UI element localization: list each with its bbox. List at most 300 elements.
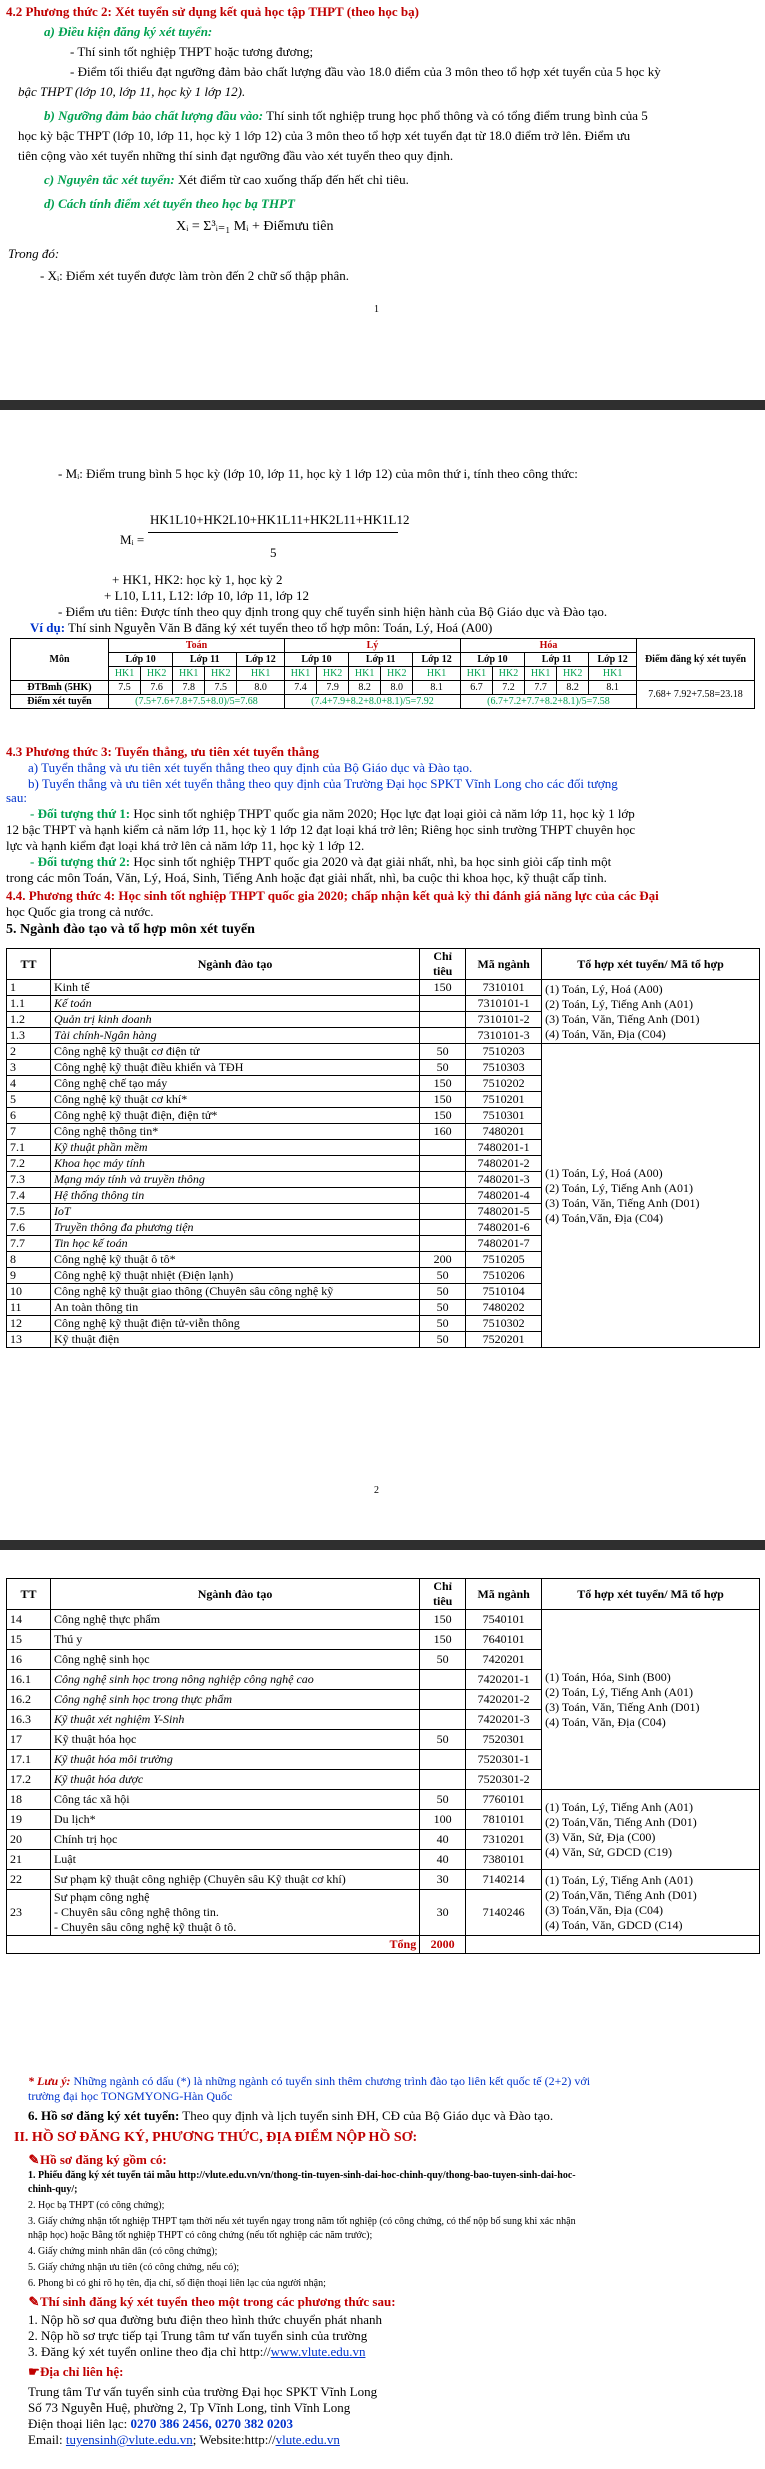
cell-ma: 7510205 bbox=[466, 1252, 542, 1268]
cell-tt: 20 bbox=[7, 1830, 51, 1850]
cell-ct bbox=[420, 1236, 466, 1252]
total-label: Tổng bbox=[7, 1936, 420, 1954]
ex-total: 7.68+ 7.92+7.58=23.18 bbox=[637, 681, 755, 709]
cell-name: Hệ thống thông tin bbox=[50, 1188, 419, 1204]
col-tohop: Tổ hợp xét tuyển/ Mã tổ hợp bbox=[542, 1579, 760, 1610]
ex-hk: HK1 bbox=[173, 667, 205, 681]
ex-lop11: Lớp 11 bbox=[173, 653, 237, 667]
cell-name: Chính trị học bbox=[50, 1830, 419, 1850]
xi-explanation: - Xᵢ: Điểm xét tuyển được làm tròn đến 2 chữ số thập phân. bbox=[40, 268, 350, 283]
cell-ma: 7480201-1 bbox=[466, 1140, 542, 1156]
combination-item: (1) Toán, Lý, Tiếng Anh (A01) bbox=[545, 1799, 694, 1814]
cell-tt: 16.3 bbox=[7, 1710, 51, 1730]
score-formula: Xᵢ = Σ³ᵢ₌₁ Mᵢ + Điểmưu tiên bbox=[176, 219, 334, 234]
cell-tt: 15 bbox=[7, 1630, 51, 1650]
method3-a: a) Tuyển thẳng và ưu tiên xét tuyển thẳng theo quy định của Bộ Giáo dục và Đào tạo. bbox=[28, 760, 473, 775]
cell-tt: 7.3 bbox=[7, 1172, 51, 1188]
cell-name: Công nghệ chế tạo máy bbox=[50, 1076, 419, 1092]
cell-name: Khoa học máy tính bbox=[50, 1156, 419, 1172]
cell-ct: 50 bbox=[420, 1790, 466, 1810]
cell-tt: 23 bbox=[7, 1890, 51, 1936]
ex-score: 7.4 bbox=[284, 681, 316, 695]
cell-name: Công nghệ sinh học trong nông nghiệp công nghệ cao bbox=[50, 1670, 419, 1690]
cell-ma: 7420201-2 bbox=[466, 1690, 542, 1710]
ex-score: 7.5 bbox=[205, 681, 237, 695]
cell-name2: - Chuyên sâu công nghệ thông tin. bbox=[53, 1905, 219, 1919]
cell-ct: 150 bbox=[420, 1610, 466, 1630]
combination-item: (2) Toán,Văn, Tiếng Anh (D01) bbox=[545, 1814, 697, 1829]
online-register-link[interactable]: www.vlute.edu.vn bbox=[270, 2344, 366, 2359]
document-page-1 bbox=[0, 0, 765, 400]
cell-tt: 8 bbox=[7, 1252, 51, 1268]
cell-ma: 7140246 bbox=[466, 1890, 542, 1936]
object2-line1: - Đối tượng thứ 2: Học sinh tốt nghiệp THPT quốc gia 2020 và đạt giải nhất, nhì, ba học sinh giỏi cấp tỉnh một bbox=[30, 854, 612, 869]
cell-name: Thú y bbox=[50, 1630, 419, 1650]
method2-heading: 4.2 Phương thức 2: Xét tuyển sử dụng kết quả học tập THPT (theo học bạ) bbox=[6, 4, 419, 19]
cell-name: Kỹ thuật hóa môi trường bbox=[50, 1750, 419, 1770]
col-manganh: Mã ngành bbox=[466, 949, 542, 980]
document-page-2 bbox=[0, 410, 765, 1540]
hoso-item-2: 2. Học bạ THPT (có công chứng); bbox=[28, 2200, 165, 2211]
cell-tt: 13 bbox=[7, 1332, 51, 1348]
object1-line1: - Đối tượng thứ 1: Học sinh tốt nghiệp THPT quốc gia năm 2020; Học lực đạt loại giỏi cả năm lớp 11, học kỳ 1 lớp bbox=[30, 806, 635, 821]
cell-name: Công nghệ thực phẩm bbox=[50, 1610, 419, 1630]
cell-ma: 7510303 bbox=[466, 1060, 542, 1076]
cell-ct: 40 bbox=[420, 1850, 466, 1870]
cell-tt: 19 bbox=[7, 1810, 51, 1830]
cell-ct: 150 bbox=[420, 980, 466, 996]
hoso-heading: ✎Hồ sơ đăng ký gồm có: bbox=[28, 2152, 167, 2167]
cell-ma: 7310101-3 bbox=[466, 1028, 542, 1044]
cell-tt: 21 bbox=[7, 1850, 51, 1870]
ex-hk: HK2 bbox=[557, 667, 589, 681]
cell-tt: 7.6 bbox=[7, 1220, 51, 1236]
cell-ma: 7640101 bbox=[466, 1630, 542, 1650]
combination-item: (4) Văn, Sử, GDCD (C19) bbox=[545, 1844, 673, 1859]
cell-ct: 50 bbox=[420, 1044, 466, 1060]
cell-ma: 7310201 bbox=[466, 1830, 542, 1850]
cell-name: An toàn thông tin bbox=[50, 1300, 419, 1316]
cell-name: Công nghệ sinh học bbox=[50, 1650, 419, 1670]
ex-hk: HK1 bbox=[460, 667, 492, 681]
cell-ma: 7420201 bbox=[466, 1650, 542, 1670]
col-manganh: Mã ngành bbox=[466, 1579, 542, 1610]
cell-ct: 150 bbox=[420, 1092, 466, 1108]
col-tt: TT bbox=[7, 1579, 51, 1610]
combination-item: (1) Toán, Lý, Hoá (A00) bbox=[545, 981, 663, 996]
cell-tt: 9 bbox=[7, 1268, 51, 1284]
cell-tt: 1 bbox=[7, 980, 51, 996]
cell-tt: 10 bbox=[7, 1284, 51, 1300]
ex-lop12: Lớp 12 bbox=[413, 653, 461, 667]
email-link[interactable]: tuyensinh@vlute.edu.vn bbox=[65, 2432, 193, 2447]
cell-ma: 7420201-3 bbox=[466, 1710, 542, 1730]
cell-name: Luật bbox=[50, 1850, 419, 1870]
ex-score: 8.1 bbox=[589, 681, 637, 695]
cell-ma: 7480201-3 bbox=[466, 1172, 542, 1188]
cell-name: Tin học kế toán bbox=[50, 1236, 419, 1252]
ex-formula-ly: (7.4+7.9+8.2+8.0+8.1)/5=7.92 bbox=[284, 695, 460, 709]
cell-name: Quản trị kinh doanh bbox=[50, 1012, 419, 1028]
threshold-line1: b) Ngưỡng đảm bảo chất lượng đầu vào: Thí sinh tốt nghiệp trung học phổ thông và có tổng điểm trung bình của 5 bbox=[44, 108, 648, 123]
contact-3: Điện thoại liên lạc: 0270 386 2456, 0270 382 0203 bbox=[28, 2416, 294, 2431]
cell-ma: 7520201 bbox=[466, 1332, 542, 1348]
col-nganh: Ngành đào tạo bbox=[50, 1579, 419, 1610]
cell-name: Công nghệ kỹ thuật điện tử-viễn thông bbox=[50, 1316, 419, 1332]
cell-ct: 200 bbox=[420, 1252, 466, 1268]
combination-item: (1) Toán, Hóa, Sinh (B00) bbox=[545, 1669, 671, 1684]
cell-ct: 150 bbox=[420, 1076, 466, 1092]
note-line2: trường đại học TONGMYONG-Hàn Quốc bbox=[28, 2089, 233, 2103]
example-score-table bbox=[10, 638, 755, 709]
cell-name: Kinh tế bbox=[50, 980, 419, 996]
ex-score: 7.5 bbox=[109, 681, 141, 695]
cell-ct: 50 bbox=[420, 1650, 466, 1670]
combination-item: (1) Toán, Lý, Tiếng Anh (A01) bbox=[545, 1872, 694, 1887]
col-tohop: Tổ hợp xét tuyển/ Mã tổ hợp bbox=[542, 949, 760, 980]
cell-name: Mạng máy tính và truyền thông bbox=[50, 1172, 419, 1188]
cell-name: Sư phạm công nghệ bbox=[53, 1890, 150, 1904]
ex-score: 7.8 bbox=[173, 681, 205, 695]
object2-line2: trong các môn Toán, Văn, Lý, Hoá, Sinh, Tiếng Anh hoặc đạt giải nhất, nhì, ba cuộc thi khoa học, kỹ thuật cấp tỉnh. bbox=[6, 870, 607, 885]
combination-item: (2) Toán, Lý, Tiếng Anh (A01) bbox=[545, 996, 694, 1011]
note-line1: * Lưu ý: Những ngành có dấu (*) là những ngành có tuyển sinh thêm chương trình đào tạo liên kết quốc tế (2+2) với bbox=[28, 2074, 591, 2088]
ex-hk: HK2 bbox=[317, 667, 349, 681]
combination-item: (4) Toán,Văn, Địa (C04) bbox=[545, 1210, 664, 1225]
cell-ct bbox=[420, 1188, 466, 1204]
col-chitieu: Chỉ tiêu bbox=[420, 949, 466, 980]
cell-name: Du lịch* bbox=[50, 1810, 419, 1830]
method3-heading: 4.3 Phương thức 3: Tuyển thẳng, ưu tiên xét tuyển thẳng bbox=[6, 744, 320, 759]
cell-tt: 2 bbox=[7, 1044, 51, 1060]
mi-denominator: 5 bbox=[270, 545, 277, 560]
cell-ma: 7420201-1 bbox=[466, 1670, 542, 1690]
cell-tt: 7.7 bbox=[7, 1236, 51, 1252]
cell-ct: 50 bbox=[420, 1060, 466, 1076]
cell-ct: 160 bbox=[420, 1124, 466, 1140]
ex-score: 7.7 bbox=[525, 681, 557, 695]
cell-ct bbox=[420, 1690, 466, 1710]
mi-lhs: Mᵢ = bbox=[120, 532, 145, 547]
cell-ma: 7480201-6 bbox=[466, 1220, 542, 1236]
table-row bbox=[7, 1790, 760, 1810]
cell-tt: 17.1 bbox=[7, 1750, 51, 1770]
pointing-hand-icon: ☛ bbox=[28, 2364, 40, 2379]
method4-heading-line1: 4.4. Phương thức 4: Học sinh tốt nghiệp THPT quốc gia 2020; chấp nhận kết quả kỳ thi đánh giá năng lực của các Đại bbox=[6, 888, 659, 903]
section6-line: 6. Hồ sơ đăng ký xét tuyển: Theo quy định và lịch tuyển sinh ĐH, CĐ của Bộ Giáo dục và Đào tạo. bbox=[28, 2108, 554, 2123]
col-nganh: Ngành đào tạo bbox=[50, 949, 419, 980]
table-row bbox=[7, 1610, 760, 1630]
cell-ma: 7480201-5 bbox=[466, 1204, 542, 1220]
contact-heading: ☛Địa chỉ liên hệ: bbox=[28, 2364, 124, 2379]
cell-ct bbox=[420, 996, 466, 1012]
ex-lop11: Lớp 11 bbox=[525, 653, 589, 667]
cell-ma: 7480201 bbox=[466, 1124, 542, 1140]
cell-ct bbox=[420, 1670, 466, 1690]
cell-ma: 7510203 bbox=[466, 1044, 542, 1060]
hoso-item-4: 4. Giấy chứng minh nhân dân (có công chứng); bbox=[28, 2246, 218, 2257]
cell-name: Kỹ thuật điện bbox=[50, 1332, 419, 1348]
cell-ma: 7140214 bbox=[466, 1870, 542, 1890]
cell-tt: 7.1 bbox=[7, 1140, 51, 1156]
cell-ct: 40 bbox=[420, 1830, 466, 1850]
cell-tt: 16.2 bbox=[7, 1690, 51, 1710]
ex-score: 8.1 bbox=[413, 681, 461, 695]
ex-subject-ly: Lý bbox=[284, 639, 460, 653]
page-number: 1 bbox=[374, 304, 379, 315]
cell-tt: 4 bbox=[7, 1076, 51, 1092]
ex-lop11: Lớp 11 bbox=[349, 653, 413, 667]
principle-line: c) Nguyên tắc xét tuyển: Xét điểm từ cao xuống thấp đến hết chỉ tiêu. bbox=[44, 172, 409, 187]
cell-ma: 7480201-4 bbox=[466, 1188, 542, 1204]
ex-hk: HK2 bbox=[205, 667, 237, 681]
cell-tt: 7.5 bbox=[7, 1204, 51, 1220]
ex-score: 6.7 bbox=[460, 681, 492, 695]
ex-lop10: Lớp 10 bbox=[109, 653, 173, 667]
submission-heading: ✎Thí sinh đăng ký xét tuyển theo một trong các phương thức sau: bbox=[28, 2294, 396, 2309]
cell-tt: 11 bbox=[7, 1300, 51, 1316]
combination-item: (2) Toán, Lý, Tiếng Anh (A01) bbox=[545, 1180, 694, 1195]
l-note: + L10, L11, L12: lớp 10, lớp 11, lớp 12 bbox=[104, 588, 310, 603]
cell-name: Công nghệ kỹ thuật nhiệt (Điện lạnh) bbox=[50, 1268, 419, 1284]
cell-ct: 50 bbox=[420, 1316, 466, 1332]
cell-name: Công tác xã hội bbox=[50, 1790, 419, 1810]
combination-item: (3) Toán, Văn, Tiếng Anh (D01) bbox=[545, 1699, 700, 1714]
ex-formula-label: Điểm xét tuyển bbox=[11, 695, 109, 709]
cell-name: Kỹ thuật xét nghiệm Y-Sinh bbox=[50, 1710, 419, 1730]
ex-hk: HK1 bbox=[589, 667, 637, 681]
ex-hk: HK1 bbox=[109, 667, 141, 681]
cell-name: IoT bbox=[50, 1204, 419, 1220]
cell-ma: 7310101 bbox=[466, 980, 542, 996]
submission-1: 1. Nộp hồ sơ qua đường bưu điện theo hình thức chuyển phát nhanh bbox=[28, 2312, 383, 2327]
combination-item: (1) Toán, Lý, Hoá (A00) bbox=[545, 1165, 663, 1180]
hoso-item-3-line2: nhập học) hoặc Bằng tốt nghiệp THPT có công chứng (nếu tốt nghiệp các năm trước); bbox=[28, 2230, 373, 2241]
cell-ct: 50 bbox=[420, 1268, 466, 1284]
cell-ma: 7540101 bbox=[466, 1610, 542, 1630]
mi-explanation: - Mᵢ: Điểm trung bình 5 học kỳ (lớp 10, lớp 11, học kỳ 1 lớp 12) của môn thứ i, tính theo công thức: bbox=[58, 466, 578, 481]
hoso-item-3-line1: 3. Giấy chứng nhận tốt nghiệp THPT tạm thời nếu xét tuyển ngay trong năm tốt nghiệp (có công chứng, có thể nộp bổ sung khi xác nhận bbox=[28, 2216, 576, 2227]
cell-ct bbox=[420, 1750, 466, 1770]
cell-tt: 16.1 bbox=[7, 1670, 51, 1690]
col-tt: TT bbox=[7, 949, 51, 980]
cell-ct bbox=[420, 1012, 466, 1028]
ex-hk: HK2 bbox=[141, 667, 173, 681]
cell-name: Truyền thông đa phương tiện bbox=[50, 1220, 419, 1236]
cell-ma: 7380101 bbox=[466, 1850, 542, 1870]
cell-ct: 50 bbox=[420, 1300, 466, 1316]
priority-note: - Điểm ưu tiên: Được tính theo quy định trong quy chế tuyển sinh hiện hành của Bộ Giáo dục và Đào tạo. bbox=[58, 604, 608, 619]
combination-list bbox=[542, 980, 760, 1044]
cell-name: Công nghệ kỹ thuật ô tô* bbox=[50, 1252, 419, 1268]
combination-item: (2) Toán, Lý, Tiếng Anh (A01) bbox=[545, 1684, 694, 1699]
cell-name: Công nghệ thông tin* bbox=[50, 1124, 419, 1140]
cell-tt: 5 bbox=[7, 1092, 51, 1108]
pen-icon: ✎ bbox=[28, 2294, 40, 2309]
ex-row-label: ĐTBmh (5HK) bbox=[11, 681, 109, 695]
page-divider bbox=[0, 400, 765, 410]
table-row bbox=[7, 1870, 760, 1890]
cell-tt: 7 bbox=[7, 1124, 51, 1140]
ex-hk: HK1 bbox=[349, 667, 381, 681]
cell-ma: 7520301-2 bbox=[466, 1770, 542, 1790]
cell-ma: 7520301-1 bbox=[466, 1750, 542, 1770]
ex-score: 7.2 bbox=[492, 681, 524, 695]
hk-note: + HK1, HK2: học kỳ 1, học kỳ 2 bbox=[112, 572, 283, 587]
cell-tt: 6 bbox=[7, 1108, 51, 1124]
cell-tt: 17 bbox=[7, 1730, 51, 1750]
trong-do-label: Trong đó: bbox=[8, 246, 60, 261]
ex-lop12: Lớp 12 bbox=[237, 653, 285, 667]
combination-item: (3) Toán, Văn, Tiếng Anh (D01) bbox=[545, 1011, 700, 1026]
cell-ct: 50 bbox=[420, 1284, 466, 1300]
cell-name: Kỹ thuật hóa dược bbox=[50, 1770, 419, 1790]
cell-ma: 7310101-1 bbox=[466, 996, 542, 1012]
ex-score: 8.0 bbox=[237, 681, 285, 695]
cell-name: Công nghệ kỹ thuật giao thông (Chuyên sâu công nghệ kỹ bbox=[50, 1284, 419, 1300]
cell-tt: 17.2 bbox=[7, 1770, 51, 1790]
hoso-item-1-line2: chinh-quy/; bbox=[28, 2184, 78, 2195]
cell-name: Tài chính-Ngân hàng bbox=[50, 1028, 419, 1044]
cell-ct bbox=[420, 1204, 466, 1220]
combination-item: (4) Toán, Văn, Địa (C04) bbox=[545, 1026, 666, 1041]
cell-tt: 1.3 bbox=[7, 1028, 51, 1044]
ex-header-mon: Môn bbox=[11, 639, 109, 681]
hoso-item-6: 6. Phong bì có ghi rõ họ tên, địa chỉ, số điện thoại liên lạc của người nhận; bbox=[28, 2278, 326, 2289]
table-row bbox=[7, 980, 760, 996]
ex-hk: HK1 bbox=[284, 667, 316, 681]
cell-ma: 7810101 bbox=[466, 1810, 542, 1830]
ex-score: 7.6 bbox=[141, 681, 173, 695]
section5-heading: 5. Ngành đào tạo và tổ hợp môn xét tuyển bbox=[6, 922, 255, 937]
ex-formula-hoa: (6.7+7.2+7.7+8.2+8.1)/5=7.58 bbox=[460, 695, 636, 709]
calc-title: d) Cách tính điểm xét tuyển theo học bạ THPT bbox=[44, 196, 295, 211]
combination-item: (4) Toán, Văn, GDCD (C14) bbox=[545, 1917, 683, 1932]
cell-name: Công nghệ kỹ thuật cơ khí* bbox=[50, 1092, 419, 1108]
cell-ma: 7510201 bbox=[466, 1092, 542, 1108]
ex-formula-toan: (7.5+7.6+7.8+7.5+8.0)/5=7.68 bbox=[109, 695, 285, 709]
pen-icon: ✎ bbox=[28, 2152, 40, 2167]
combination-item: (3) Toán, Văn, Tiếng Anh (D01) bbox=[545, 1195, 700, 1210]
ex-hk: HK2 bbox=[381, 667, 413, 681]
combination-list bbox=[542, 1870, 760, 1936]
fraction-bar bbox=[148, 532, 398, 533]
cell-tt: 12 bbox=[7, 1316, 51, 1332]
cell-tt: 7.4 bbox=[7, 1188, 51, 1204]
majors-table-part2 bbox=[6, 1578, 760, 1954]
submission-3: 3. Đăng ký xét tuyển online theo địa chỉ http://www.vlute.edu.vn bbox=[28, 2344, 366, 2359]
ex-score: 7.9 bbox=[317, 681, 349, 695]
combination-item: (4) Toán, Văn, Địa (C04) bbox=[545, 1714, 666, 1729]
total-value: 2000 bbox=[420, 1936, 466, 1954]
cell-name: Công nghệ kỹ thuật cơ điện tử bbox=[50, 1044, 419, 1060]
cell-ct bbox=[420, 1028, 466, 1044]
cell-name: Kỹ thuật phần mềm bbox=[50, 1140, 419, 1156]
cell-ct: 100 bbox=[420, 1810, 466, 1830]
combination-list bbox=[542, 1610, 760, 1790]
cell-tt: 1.1 bbox=[7, 996, 51, 1012]
example-line: Ví dụ: Thí sinh Nguyễn Văn B đăng ký xét tuyển theo tổ hợp môn: Toán, Lý, Hoá (A00) bbox=[30, 620, 493, 635]
threshold-line2: học kỳ bậc THPT (lớp 10, lớp 11, học kỳ 1 lớp 12) của 3 môn theo tổ hợp xét tuyển đạt từ 18.0 điểm trở lên. Điểm ưu bbox=[18, 128, 631, 143]
ex-score: 8.0 bbox=[381, 681, 413, 695]
col-chitieu: Chỉ tiêu bbox=[420, 1579, 466, 1610]
cell-ct: 50 bbox=[420, 1332, 466, 1348]
cell-tt: 7.2 bbox=[7, 1156, 51, 1172]
cell-ma: 7480201-2 bbox=[466, 1156, 542, 1172]
cell-name: Công nghệ kỹ thuật điện, điện tử* bbox=[50, 1108, 419, 1124]
majors-table-part1 bbox=[6, 948, 760, 1348]
ex-hk: HK1 bbox=[237, 667, 285, 681]
condition-1: - Thí sinh tốt nghiệp THPT hoặc tương đương; bbox=[70, 44, 314, 59]
cell-ma: 7510302 bbox=[466, 1316, 542, 1332]
page-divider bbox=[0, 1540, 765, 1550]
cell-tt: 16 bbox=[7, 1650, 51, 1670]
contact-2: Số 73 Nguyễn Huệ, phường 2, Tp Vĩnh Long, tỉnh Vĩnh Long bbox=[28, 2400, 351, 2415]
ex-subject-hoa: Hóa bbox=[460, 639, 636, 653]
table-row bbox=[7, 1044, 760, 1060]
cell-name: Kỹ thuật hóa học bbox=[50, 1730, 419, 1750]
ex-lop10: Lớp 10 bbox=[284, 653, 348, 667]
cell-name bbox=[50, 1890, 419, 1936]
cell-ct: 30 bbox=[420, 1890, 466, 1936]
cell-name: Công nghệ sinh học trong thực phẩm bbox=[50, 1690, 419, 1710]
cell-ct bbox=[420, 1770, 466, 1790]
cell-ct: 50 bbox=[420, 1730, 466, 1750]
ex-header-dangky: Điểm đăng ký xét tuyển bbox=[637, 639, 755, 681]
website-link[interactable]: vlute.edu.vn bbox=[275, 2432, 340, 2447]
cell-ct bbox=[420, 1140, 466, 1156]
mi-numerator: HK1L10+HK2L10+HK1L11+HK2L11+HK1L12 bbox=[150, 512, 410, 527]
ex-lop10: Lớp 10 bbox=[460, 653, 524, 667]
contact-1: Trung tâm Tư vấn tuyển sinh của trường Đại học SPKT Vĩnh Long bbox=[28, 2384, 378, 2399]
ex-subject-toan: Toán bbox=[109, 639, 285, 653]
conditions-title: a) Điều kiện đăng ký xét tuyển: bbox=[44, 24, 213, 39]
cell-ma: 7480202 bbox=[466, 1300, 542, 1316]
cell-ma: 7510104 bbox=[466, 1284, 542, 1300]
cell-name: Sư phạm kỹ thuật công nghiệp (Chuyên sâu Kỹ thuật cơ khí) bbox=[50, 1870, 419, 1890]
ex-score: 8.2 bbox=[557, 681, 589, 695]
cell-ct bbox=[420, 1172, 466, 1188]
cell-ma: 7310101-2 bbox=[466, 1012, 542, 1028]
cell-ma: 7760101 bbox=[466, 1790, 542, 1810]
object1-line3: lực và hạnh kiểm đạt loại khá trở lên cả năm lớp 11, học kỳ 1 lớp 12. bbox=[6, 838, 365, 853]
hoso-item-5: 5. Giấy chứng nhận ưu tiên (có công chứng, nếu có); bbox=[28, 2262, 240, 2273]
ex-lop12: Lớp 12 bbox=[589, 653, 637, 667]
cell-ct: 30 bbox=[420, 1870, 466, 1890]
document-page-3 bbox=[0, 1550, 765, 2469]
cell-ma: 7480201-7 bbox=[466, 1236, 542, 1252]
cell-name3: - Chuyên sâu công nghệ kỹ thuật ô tô. bbox=[53, 1920, 237, 1934]
section2-heading: II. HỒ SƠ ĐĂNG KÝ, PHƯƠNG THỨC, ĐỊA ĐIỂM NỘP HỒ SƠ: bbox=[14, 2130, 418, 2145]
object1-line2: 12 bậc THPT và hạnh kiểm cả năm lớp 11, học kỳ 1 lớp 12 đạt loại khá trở lên; Riêng học sinh trường THPT chuyên học bbox=[6, 822, 636, 837]
combination-item: (3) Văn, Sử, Địa (C00) bbox=[545, 1829, 656, 1844]
cell-ma: 7520301 bbox=[466, 1730, 542, 1750]
page-number: 2 bbox=[374, 1485, 379, 1496]
ex-hk: HK1 bbox=[525, 667, 557, 681]
cell-tt: 3 bbox=[7, 1060, 51, 1076]
cell-ct bbox=[420, 1156, 466, 1172]
cell-tt: 14 bbox=[7, 1610, 51, 1630]
total-blank bbox=[466, 1936, 760, 1954]
combination-item: (2) Toán,Văn, Tiếng Anh (D01) bbox=[545, 1887, 697, 1902]
ex-hk: HK1 bbox=[413, 667, 461, 681]
combination-list bbox=[542, 1790, 760, 1870]
cell-tt: 18 bbox=[7, 1790, 51, 1810]
submission-2: 2. Nộp hồ sơ trực tiếp tại Trung tâm tư vấn tuyển sinh của trường bbox=[28, 2328, 368, 2343]
cell-ma: 7510301 bbox=[466, 1108, 542, 1124]
cell-name: Công nghệ kỹ thuật điều khiển và TĐH bbox=[50, 1060, 419, 1076]
method3-b-line1: b) Tuyển thẳng và ưu tiên xét tuyển thẳng theo quy định của Trường Đại học SPKT Vĩnh Long cho các đối tượng bbox=[28, 776, 618, 791]
